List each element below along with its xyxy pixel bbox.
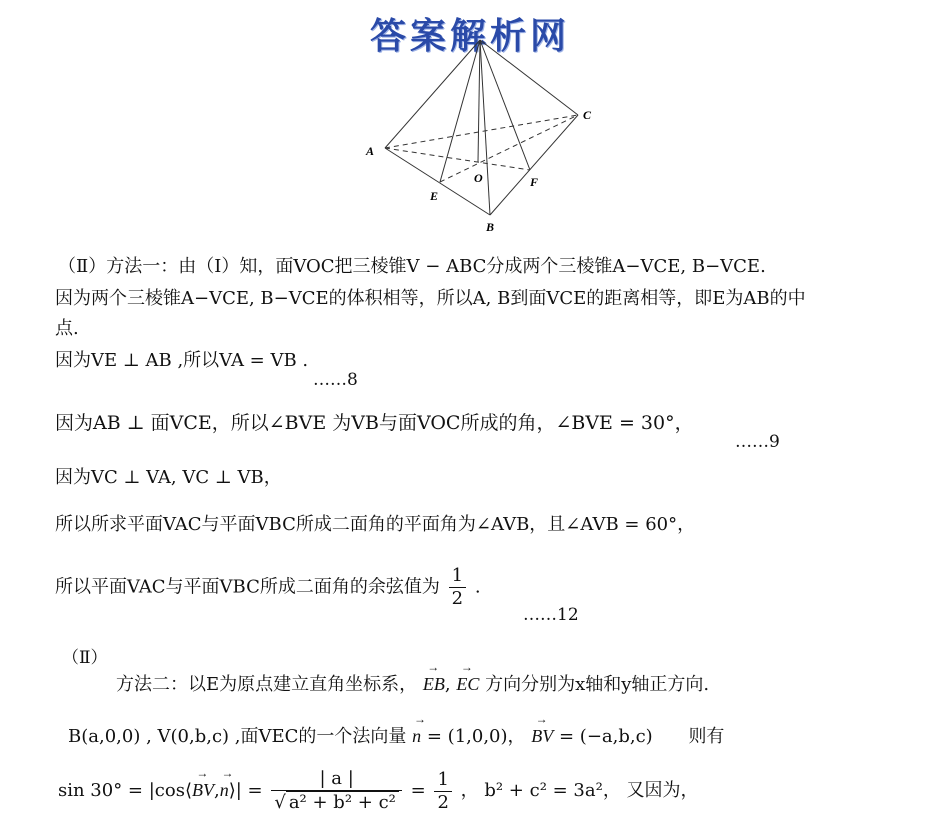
equals-sign: =	[410, 780, 426, 801]
label-A: A	[366, 144, 375, 158]
abs-a-numerator: | a |	[271, 768, 402, 791]
text-line-part2: （Ⅱ）	[62, 648, 108, 668]
vector-EC: → EC	[456, 674, 479, 695]
text-line-dihedral-angle: 所以所求平面VAC与平面VBC所成二面角的平面角为∠AVB，且∠AVB = 60°，	[55, 514, 696, 535]
half-numerator: 1	[434, 769, 451, 792]
pyramid-figure	[0, 0, 937, 240]
text-line-cosine	[55, 565, 481, 610]
method2-text: 方法二：以E为原点建立直角坐标系，	[116, 674, 418, 695]
watermark-title: 答案解析网	[370, 15, 571, 57]
score-mark-9: ……9	[735, 432, 780, 452]
score-mark-8: ……8	[313, 370, 358, 390]
edge-VE	[440, 40, 480, 182]
label-O: O	[474, 171, 483, 185]
abs-a-denominator: √ a² + b² + c²	[271, 791, 402, 814]
then-text: 则有	[688, 726, 725, 747]
text-line-midpoint: 点.	[55, 318, 79, 339]
sin-comma: ,	[213, 780, 220, 801]
cosine-period: .	[474, 576, 481, 598]
label-F: F	[530, 175, 539, 189]
label-E: E	[430, 189, 439, 203]
vector-comma: ,	[444, 674, 457, 695]
vector-BV: → BV	[531, 726, 553, 747]
vector-EB: → EB	[423, 674, 445, 695]
edge-VB	[480, 40, 490, 215]
fraction-numerator: 1	[449, 565, 466, 588]
edge-AC	[385, 115, 578, 148]
vector-n: → n	[412, 726, 421, 747]
score-mark-12: ……12	[523, 605, 579, 625]
half-denominator: 2	[437, 791, 449, 813]
edge-VA	[385, 40, 480, 148]
text-line-va-vb: 因为VE ⊥ AB ,所以VA = VB .	[55, 350, 309, 371]
edge-VO	[478, 40, 480, 162]
text-line-sin30	[58, 768, 699, 814]
label-B: B	[486, 220, 495, 234]
text-line-vc-perp: 因为VC ⊥ VA, VC ⊥ VB，	[55, 467, 282, 488]
fraction-abs-a	[271, 768, 402, 814]
fraction-one-half	[449, 565, 466, 610]
coords-text: B(a,0,0) , V(0,b,c) ,面VEC的一个法向量	[68, 726, 407, 747]
edge-BC	[490, 115, 578, 215]
cosine-text: 所以平面VAC与平面VBC所成二面角的余弦值为	[55, 576, 440, 598]
label-C: C	[583, 108, 592, 122]
sin-text: sin 30° = |cos⟨	[58, 780, 192, 801]
text-line-method2	[116, 670, 709, 696]
text-line-equal-volume: 因为两个三棱锥A−VCE, B−VCE的体积相等，所以A, B到面VCE的距离相等，即E为AB的中	[55, 288, 806, 309]
fraction-half-2	[434, 769, 451, 814]
vector-BV-2: → BV	[192, 780, 214, 801]
vector-n-2: → n	[220, 780, 229, 801]
method2-direction: 方向分别为x轴和y轴正方向.	[485, 674, 710, 695]
fraction-denominator: 2	[451, 588, 464, 609]
edge-AF	[385, 148, 530, 170]
bv-value: = (−a,b,c)	[553, 726, 653, 747]
sin-close: ⟩| =	[228, 780, 263, 801]
text-line-angle-bve: 因为AB ⊥ 面VCE，所以∠BVE 为VB与面VOC所成的角，∠BVE = 30°，	[55, 412, 694, 434]
relation-text: ， b² + c² = 3a²， 又因为，	[460, 780, 699, 801]
sqrt-content: a² + b² + c²	[286, 791, 399, 814]
text-line-method1: （Ⅱ）方法一：由（Ⅰ）知，面VOC把三棱锥V − ABC分成两个三棱锥A−VCE, B−VCE.	[58, 256, 766, 277]
text-line-normal-vector	[68, 722, 724, 748]
edge-EC	[440, 115, 578, 182]
n-value: = (1,0,0)，	[421, 726, 526, 747]
